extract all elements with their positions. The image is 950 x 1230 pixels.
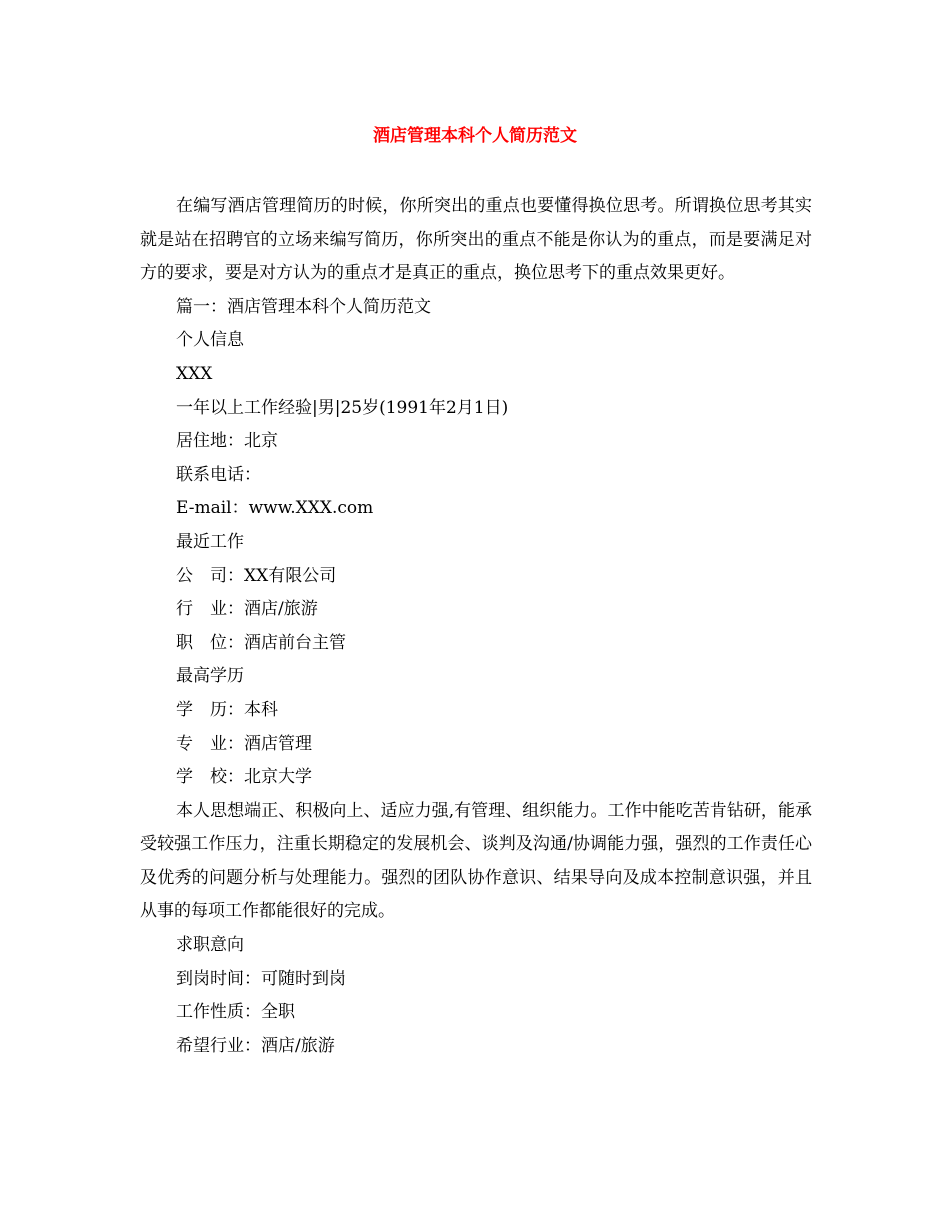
major-line: 专 业：酒店管理 — [176, 733, 312, 754]
availability-line: 到岗时间：可随时到岗 — [176, 968, 346, 989]
residence-line: 居住地：北京 — [176, 431, 278, 452]
document-body — [140, 190, 812, 1063]
desired-industry-line: 希望行业：酒店/旅游 — [176, 1035, 335, 1056]
position-line: 职 位：酒店前台主管 — [176, 632, 346, 653]
self-evaluation-paragraph: 本人思想端正、积极向上、适应力强,有管理、组织能力。工作中能吃苦肯钻研，能承受较强工作压力，注重长期稳定的发展机会、谈判及沟通/协调能力强，强烈的工作责任心及优秀的问题分析与处理能力。强烈的团队协作意识、结果导向及成本控制意识强，并且从事的每项工作都能很好的完成。 — [140, 800, 812, 922]
personal-info-heading: 个人信息 — [176, 330, 244, 351]
phone-line: 联系电话： — [176, 464, 261, 485]
chapter-heading: 篇一：酒店管理本科个人简历范文 — [176, 296, 431, 317]
company-line: 公 司：XX有限公司 — [176, 565, 337, 586]
candidate-name: XXX — [176, 363, 213, 384]
school-line: 学 校：北京大学 — [176, 767, 312, 788]
job-type-line: 工作性质：全职 — [176, 1002, 295, 1023]
email-line: E-mail：www.XXX.com — [176, 498, 374, 519]
degree-line: 学 历：本科 — [176, 699, 278, 720]
candidate-summary: 一年以上工作经验|男|25岁(1991年2月1日) — [176, 397, 509, 418]
document-title: 酒店管理本科个人简历范文 — [373, 126, 577, 146]
intro-paragraph: 在编写酒店管理简历的时候，你所突出的重点也要懂得换位思考。所谓换位思考其实就是站在招聘官的立场来编写简历，你所突出的重点不能是你认为的重点，而是要满足对方的要求，要是对方认为的重点才是真正的重点，换位思考下的重点效果更好。 — [140, 196, 812, 284]
job-intent-heading: 求职意向 — [176, 935, 244, 956]
industry-line: 行 业：酒店/旅游 — [176, 599, 318, 620]
education-heading: 最高学历 — [176, 666, 244, 687]
recent-work-heading: 最近工作 — [176, 531, 244, 552]
